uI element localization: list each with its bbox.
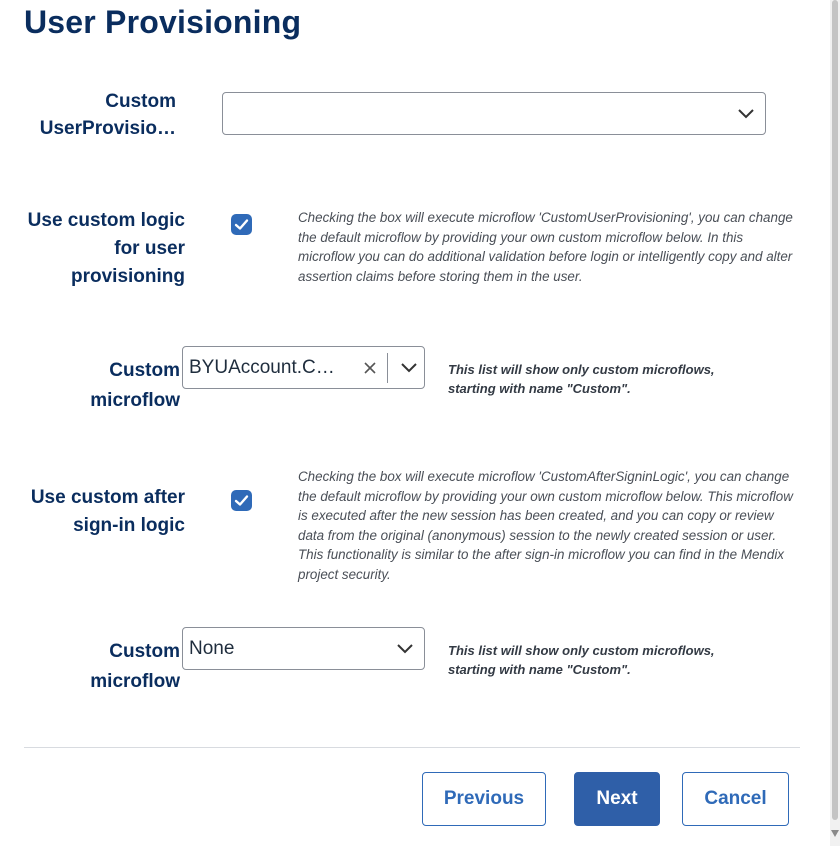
- custom-microflow-2-help: This list will show only custom microflows, starting with name "Custom".: [448, 643, 715, 677]
- clear-icon[interactable]: [363, 361, 377, 375]
- footer-divider: [24, 747, 800, 748]
- checkmark-icon: [234, 494, 249, 507]
- use-custom-after-signin-checkbox[interactable]: [231, 490, 252, 511]
- custom-microflow-1-help: This list will show only custom microflows, starting with name "Custom".: [448, 362, 715, 396]
- scroll-down-arrow-icon[interactable]: [831, 830, 839, 837]
- scrollbar-thumb[interactable]: [832, 0, 838, 820]
- use-custom-after-signin-help: Checking the box will execute microflow 'CustomAfterSigninLogic', you can change the default microflow by providing your own custom microflow below. This microflow is executed after the new session has been created, and you can copy or review data from the original (anonymous) session to the newly created session or user. This functionality is similar to the after sign-in microflow you can find in the Mendix project security.: [298, 469, 793, 582]
- page-title: User Provisioning: [24, 4, 302, 40]
- custom-microflow-2-select[interactable]: [182, 627, 425, 670]
- custom-user-provisioning-select[interactable]: [222, 92, 766, 135]
- vertical-scrollbar[interactable]: [830, 0, 840, 846]
- cancel-button[interactable]: Cancel: [682, 772, 789, 826]
- custom-microflow-2-label: Custom microflow: [90, 641, 180, 692]
- chevron-down-icon: [396, 643, 414, 655]
- custom-user-provisioning-label: Custom UserProvisio…: [39, 91, 176, 139]
- use-custom-logic-help: Checking the box will execute microflow 'CustomUserProvisioning', you can change the default microflow by providing your own custom microflow below. In this microflow you can do additional validation before login or intelligently copy and alter assertion claims before storing them in the user.: [298, 210, 793, 284]
- custom-microflow-1-value: BYUAccount.C…: [189, 356, 335, 378]
- checkmark-icon: [234, 218, 249, 231]
- use-custom-after-signin-label: Use custom after sign-in logic: [30, 487, 185, 536]
- select-separator: [387, 353, 388, 383]
- use-custom-logic-label: Use custom logic for user provisioning: [27, 210, 185, 287]
- previous-button[interactable]: Previous: [422, 772, 546, 826]
- custom-microflow-1-select[interactable]: [182, 346, 425, 389]
- chevron-down-icon: [737, 108, 755, 120]
- use-custom-logic-checkbox[interactable]: [231, 214, 252, 235]
- chevron-down-icon[interactable]: [400, 362, 418, 374]
- custom-microflow-1-label: Custom microflow: [90, 360, 180, 411]
- next-button[interactable]: Next: [574, 772, 660, 826]
- custom-microflow-2-value: None: [189, 637, 235, 659]
